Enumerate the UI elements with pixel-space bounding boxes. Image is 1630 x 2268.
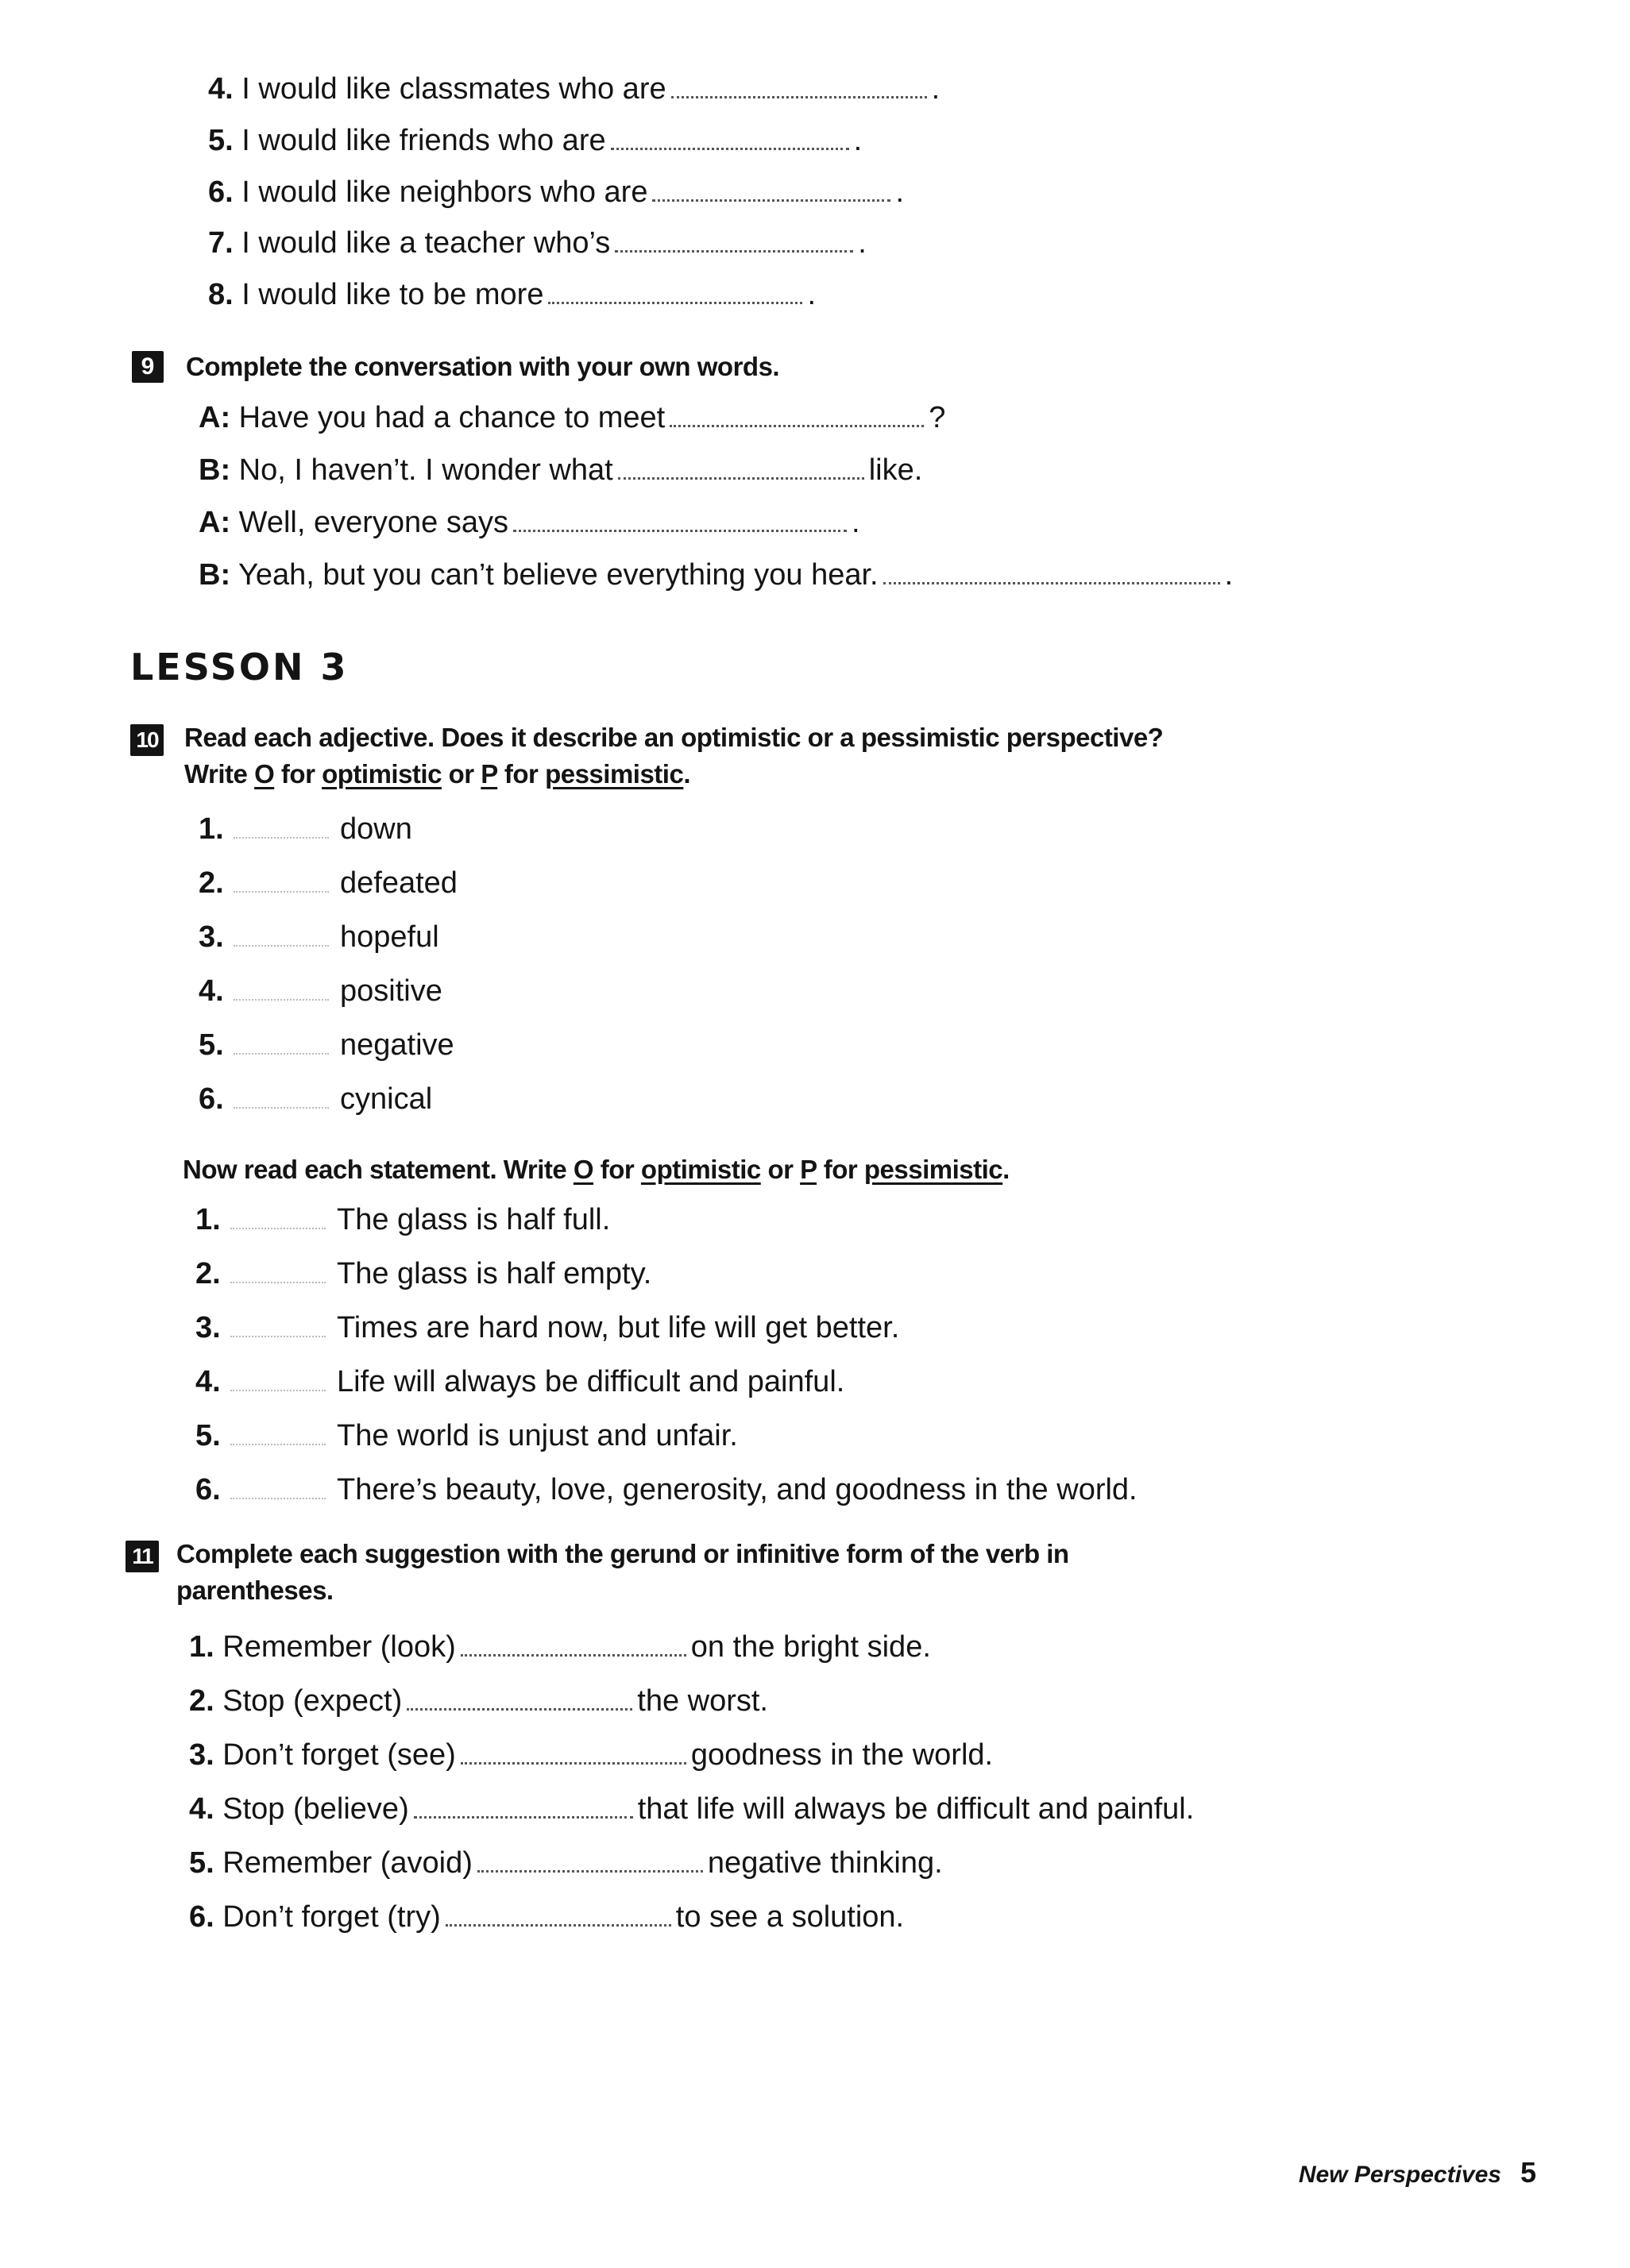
suggestion-rest: to see a solution. (675, 1900, 905, 1934)
item-number: 3. (195, 1311, 221, 1344)
adjective-item-1 (199, 812, 412, 847)
answer-slot[interactable] (230, 1328, 326, 1337)
suggestion-item-2 (189, 1684, 768, 1718)
answer-blank[interactable] (407, 1702, 632, 1711)
instr-optimistic: optimistic (322, 759, 442, 789)
answer-slot[interactable] (234, 991, 329, 1001)
item-number: 7. (208, 226, 234, 260)
item-number: 6. (195, 1473, 221, 1506)
instr-letter-p: P (481, 759, 498, 789)
statement-item-3 (195, 1310, 899, 1345)
suggestion-prompt: Don’t forget (see) (222, 1738, 456, 1772)
speaker-label: A: (199, 506, 231, 539)
answer-blank[interactable] (414, 1810, 633, 1819)
answer-slot[interactable] (234, 937, 329, 947)
item-number: 6. (199, 1082, 224, 1116)
item-number: 4. (195, 1365, 221, 1398)
dialogue-line-3 (199, 505, 860, 540)
suggestion-prompt: Remember (avoid) (222, 1846, 473, 1880)
dialogue-after: . (1224, 558, 1234, 592)
suggestion-item-1 (189, 1630, 931, 1664)
dialogue-after: like. (868, 453, 923, 487)
item-number: 2. (189, 1684, 214, 1718)
s8-item-7 (208, 226, 867, 260)
speaker-label: A: (199, 401, 231, 434)
suggestion-item-4 (189, 1792, 1194, 1826)
statement-text: The world is unjust and unfair. (337, 1419, 738, 1452)
exercise-11-instruction-line1: Complete each suggestion with the gerund or infinitive form of the verb in (176, 1539, 1069, 1568)
suggestion-rest: negative thinking. (707, 1846, 943, 1880)
answer-blank[interactable] (611, 141, 849, 150)
dialogue-text: Well, everyone says (238, 506, 508, 539)
item-number: 1. (189, 1630, 214, 1664)
statement-item-2 (195, 1256, 651, 1291)
statement-text: Times are hard now, but life will get better. (337, 1311, 900, 1344)
item-number: 8. (208, 278, 234, 311)
s8-item-4 (208, 71, 940, 106)
suggestion-rest: goodness in the world. (690, 1738, 994, 1772)
item-number: 3. (189, 1738, 214, 1772)
item-number: 5. (195, 1419, 221, 1452)
answer-slot[interactable] (230, 1220, 326, 1229)
dialogue-after: . (852, 506, 860, 539)
statement-text: The glass is half full. (337, 1203, 611, 1236)
adjective-word: defeated (340, 866, 458, 900)
s8-item-8 (208, 277, 816, 312)
answer-slot[interactable] (234, 883, 329, 893)
exercise-11-badge: 11 (126, 1541, 159, 1572)
dialogue-text: No, I haven’t. I wonder what (238, 453, 613, 487)
instr-word: for (504, 759, 539, 789)
adjective-item-2 (199, 866, 458, 901)
dialogue-text: Have you had a chance to meet (238, 401, 666, 434)
item-number: 4. (208, 72, 234, 106)
item-end: . (895, 176, 905, 209)
item-number: 4. (189, 1792, 214, 1826)
dialogue-text: Yeah, but you can’t believe everything you hear. (238, 558, 879, 592)
instr-letter-o: O (254, 759, 275, 789)
answer-blank[interactable] (670, 418, 924, 427)
dialogue-line-2 (199, 453, 922, 488)
instr-word: or (767, 1155, 794, 1184)
instr-word: for (823, 1155, 858, 1184)
adjective-item-3 (199, 920, 439, 955)
instr-word: for (280, 759, 315, 789)
suggestion-prompt: Stop (believe) (222, 1792, 409, 1826)
dialogue-line-1 (199, 400, 945, 435)
exercise-10-instruction-line1: Read each adjective. Does it describe an optimistic or a pessimistic perspective? (184, 723, 1164, 752)
answer-slot[interactable] (234, 1099, 329, 1109)
answer-blank[interactable] (477, 1864, 703, 1873)
statement-item-4 (195, 1364, 844, 1399)
item-end: . (931, 72, 941, 106)
instr-word: or (448, 759, 474, 789)
item-text: I would like classmates who are (241, 72, 666, 106)
exercise-11-instruction-line2: parentheses. (176, 1576, 334, 1605)
item-number: 6. (189, 1900, 214, 1934)
page-footer (1299, 2157, 1536, 2191)
answer-blank[interactable] (615, 244, 853, 253)
item-text: I would like a teacher who’s (241, 226, 611, 260)
suggestion-prompt: Remember (look) (222, 1630, 456, 1664)
instr-word: for (600, 1155, 635, 1184)
s8-item-5 (208, 123, 862, 158)
adjective-word: hopeful (340, 920, 439, 954)
suggestion-prompt: Stop (expect) (222, 1684, 403, 1718)
adjective-item-4 (199, 974, 442, 1009)
answer-blank[interactable] (548, 295, 802, 304)
suggestion-rest: that life will always be difficult and painful. (637, 1792, 1195, 1826)
answer-blank[interactable] (461, 1756, 686, 1765)
adjective-item-5 (199, 1028, 454, 1063)
statement-text: Life will always be difficult and painful. (337, 1365, 845, 1398)
instr-word: Write (184, 759, 248, 789)
instr-period: . (1002, 1155, 1010, 1184)
suggestion-item-5 (189, 1846, 943, 1880)
instr-pessimistic: pessimistic (863, 1155, 1003, 1184)
instr-period: . (683, 759, 690, 789)
instr-optimistic: optimistic (640, 1155, 761, 1184)
suggestion-item-3 (189, 1738, 993, 1772)
answer-slot[interactable] (230, 1274, 326, 1283)
item-number: 2. (195, 1257, 221, 1290)
adjective-word: cynical (340, 1082, 433, 1116)
instr-letter-o: O (573, 1155, 594, 1184)
speaker-label: B: (199, 453, 231, 487)
statement-item-6 (195, 1472, 1138, 1507)
instr-lead: Now read each statement. Write (183, 1155, 567, 1184)
item-text: I would like to be more (241, 278, 544, 311)
statement-text: The glass is half empty. (337, 1257, 652, 1290)
statement-text: There’s beauty, love, generosity, and goodness in the world. (337, 1473, 1138, 1506)
item-number: 5. (208, 124, 234, 157)
dialogue-line-4 (199, 557, 1233, 592)
instr-pessimistic: pessimistic (545, 759, 684, 789)
answer-blank[interactable] (461, 1648, 686, 1657)
answer-slot[interactable] (230, 1436, 326, 1445)
adjective-item-6 (199, 1082, 432, 1117)
exercise-9-instruction: Complete the conversation with your own words. (186, 352, 780, 381)
statements-instruction (183, 1151, 1010, 1188)
item-number: 2. (199, 866, 224, 900)
s8-item-6 (208, 175, 904, 210)
item-number: 3. (199, 920, 224, 954)
item-number: 5. (199, 1028, 224, 1062)
answer-blank[interactable] (513, 523, 847, 532)
footer-title: New Perspectives (1298, 2162, 1501, 2188)
adjective-word: positive (340, 974, 442, 1008)
dialogue-after: ? (929, 401, 946, 434)
item-end: . (853, 124, 863, 157)
item-number: 1. (195, 1203, 221, 1236)
suggestion-prompt: Don’t forget (try) (222, 1900, 441, 1934)
answer-slot[interactable] (234, 829, 329, 839)
answer-slot[interactable] (230, 1382, 326, 1391)
item-number: 1. (199, 812, 224, 846)
adjective-word: negative (340, 1028, 454, 1062)
statement-item-1 (195, 1202, 610, 1237)
exercise-9-badge: 9 (132, 351, 164, 383)
instr-letter-p: P (800, 1155, 817, 1184)
answer-slot[interactable] (230, 1490, 326, 1499)
exercise-10-badge: 10 (130, 724, 164, 756)
speaker-label: B: (199, 558, 231, 592)
item-end: . (807, 278, 817, 311)
item-text: I would like neighbors who are (241, 176, 648, 209)
statement-item-5 (195, 1418, 738, 1453)
item-text: I would like friends who are (241, 124, 606, 157)
answer-blank[interactable] (671, 90, 927, 98)
answer-blank[interactable] (446, 1918, 671, 1927)
item-number: 6. (208, 176, 234, 209)
item-number: 5. (189, 1846, 214, 1880)
item-end: . (858, 226, 867, 260)
lesson-heading: LESSON 3 (130, 646, 349, 688)
item-number: 4. (199, 974, 224, 1008)
answer-blank[interactable] (618, 471, 864, 480)
suggestion-rest: on the bright side. (690, 1630, 931, 1664)
page-number: 5 (1520, 2156, 1536, 2189)
answer-slot[interactable] (234, 1045, 329, 1055)
exercise-10-instruction-line2 (184, 756, 690, 793)
answer-blank[interactable] (883, 576, 1220, 584)
suggestion-item-6 (189, 1900, 904, 1934)
suggestion-rest: the worst. (637, 1684, 768, 1718)
answer-blank[interactable] (652, 193, 890, 202)
adjective-word: down (340, 812, 412, 846)
